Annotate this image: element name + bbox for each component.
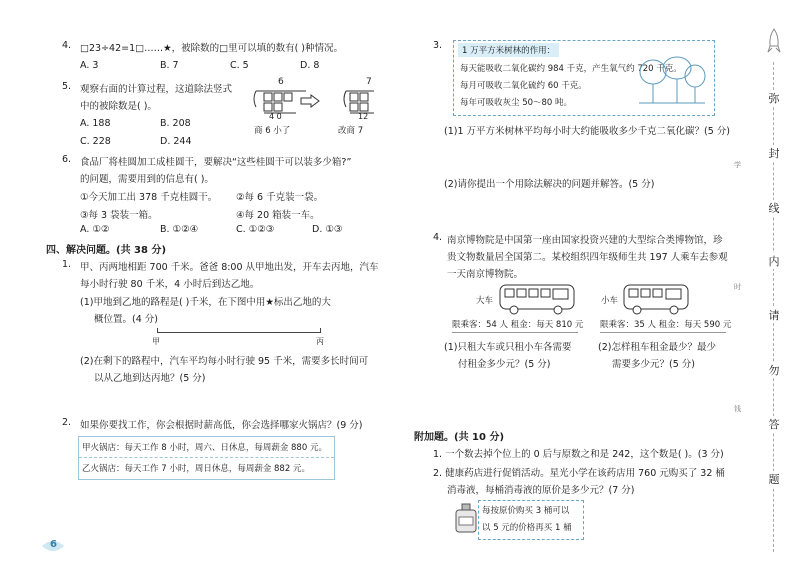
page-number: 6 — [50, 539, 57, 550]
fig-remainder-12: 12 — [358, 112, 369, 121]
extra-q1: 1. 一个数去掉个位上的 0 后与原数之和是 242，这个数是( )。(3 分) — [433, 449, 724, 460]
section-4-heading: 四、解决问题。(共 38 分) — [46, 245, 167, 256]
p4-sub1-line1: (1)只租大车或只租小车各需要 — [444, 342, 572, 353]
q6-option-d[interactable]: D. ①③ — [312, 224, 343, 235]
p3-sub2: (2)请你提出一个用除法解决的问题并解答。(5 分) — [444, 179, 655, 190]
q6-info-4: ④每 20 箱装一车。 — [236, 210, 320, 221]
q5-number: 5. — [62, 81, 72, 92]
seal-char-5: 请 — [756, 307, 792, 323]
q6-line1: 食品厂将桂圆加工成桂圆干，要解决“这些桂圆干可以装多少箱?” — [80, 157, 352, 168]
side-small-2: 时 — [734, 283, 741, 291]
seal-char-3: 线 — [756, 200, 792, 216]
p3-number: 3. — [433, 40, 443, 51]
p4-number: 4. — [433, 232, 443, 243]
q5-option-c[interactable]: C. 228 — [80, 136, 111, 147]
seal-char-6: 勿 — [756, 362, 792, 378]
q6-info-1: ①今天加工出 378 千克桂圆干。 — [80, 192, 218, 203]
p1-sub1-line1: (1)甲地到乙地的路程是( )千米，在下图中用★标出乙地的大 — [80, 297, 331, 308]
q5-option-a[interactable]: A. 188 — [80, 118, 111, 129]
q5-option-d[interactable]: D. 244 — [160, 136, 192, 147]
q4-number: 4. — [62, 40, 72, 51]
seal-char-7: 答 — [756, 416, 792, 432]
p4-line2: 贵文物数量居全国第二。某校组织四年级师生共 197 人乘车去参观 — [447, 252, 728, 263]
p1-line2: 每小时行驶 80 千米，4 小时后到达乙地。 — [80, 279, 260, 290]
q5-line1: 观察右面的计算过程，这道除法竖式 — [80, 84, 233, 95]
small-bus-info: 限乘客：35 人 租金：每天 590 元 — [600, 320, 732, 330]
q6-option-a[interactable]: A. ①② — [80, 224, 110, 235]
promo-line1: 每按原价购买 3 桶可以 — [482, 506, 570, 516]
seal-char-8: 题 — [756, 471, 792, 487]
q6-line2: 的问题，需要用到的信息有( )。 — [80, 174, 214, 185]
side-small-3: 钱 — [734, 405, 741, 413]
promo-line2: 以 5 元的价格再买 1 桶 — [482, 523, 572, 533]
side-small-1: 学 — [734, 161, 741, 169]
seal-char-4: 内 — [756, 253, 792, 269]
q5-line2: 中的被除数是( )。 — [80, 101, 157, 112]
p3-sub1: (1)1 万平方米树林平均每小时大约能吸收多少千克二氧化碳？(5 分) — [444, 126, 730, 137]
p2-text: 如果你要找工作，你会根据时薪高低，你会选择哪家火锅店？(9 分) — [80, 420, 363, 431]
p2-number: 2. — [62, 417, 72, 428]
q6-number: 6. — [62, 154, 72, 165]
trees-icon — [637, 56, 707, 106]
p1-sub2-line2: 以从乙地到达丙地？(5 分) — [94, 373, 206, 384]
p1-sub2-line1: (2)在剩下的路程中，汽车平均每小时行驶 95 千米，需要多长时间可 — [80, 356, 369, 367]
q5-option-b[interactable]: B. 208 — [160, 118, 191, 129]
q4-text: □23÷42=1□……★，被除数的□里可以填的数有( )种情况。 — [80, 43, 344, 54]
bus-small-label: 小车 — [601, 296, 619, 306]
q6-info-3: ③每 3 袋装一箱。 — [80, 210, 158, 221]
p3-box-title: 1 万平方米树林的作用： — [458, 43, 559, 57]
seal-char-1: 弥 — [756, 90, 792, 106]
seal-char-2: 封 — [756, 145, 792, 161]
fig-quotient-6: 6 — [278, 77, 284, 87]
extra-q2-line1: 2. 健康药店进行促销活动。星光小学在该药店用 760 元购买了 32 桶 — [433, 468, 725, 479]
small-bus-icon — [622, 282, 694, 316]
p4-sub2-line2: 需要多少元？(5 分) — [612, 359, 695, 370]
extra-q2-line2: 消毒液，每桶消毒液的原价是多少元？(7 分) — [447, 485, 635, 496]
p3-box-line1: 每天能吸收二氧化碳约 984 千克，产生氧气约 720 千克。 — [460, 64, 682, 74]
q4-option-b[interactable]: B. 7 — [160, 60, 179, 71]
q4-option-d[interactable]: D. 8 — [300, 60, 320, 71]
p1-sub1-line2: 概位置。(4 分) — [94, 314, 158, 325]
p4-line1: 南京博物院是中国第一座由国家投资兴建的大型综合类博物馆，珍 — [447, 235, 723, 246]
rocket-icon — [767, 28, 781, 54]
arrow-right-icon — [300, 94, 320, 108]
fig-remainder: 4 0 — [269, 112, 282, 121]
q6-option-b[interactable]: B. ①②④ — [160, 224, 199, 235]
p2-row-1: 甲火锅店：每天工作 8 小时，周六、日休息，每周薪金 880 元。 — [82, 443, 327, 453]
p4-sub2-line1: (2)怎样租车租金最少？最少 — [598, 342, 716, 353]
q6-option-c[interactable]: C. ①②③ — [236, 224, 275, 235]
route-label-bing: 丙 — [316, 337, 324, 346]
p2-row-2: 乙火锅店：每天工作 7 小时，周日休息，每周薪金 882 元。 — [82, 464, 310, 474]
extra-heading: 附加题。(共 10 分) — [414, 432, 505, 443]
big-bus-icon — [498, 282, 578, 316]
fig-caption-1: 商 6 小了 — [254, 126, 291, 136]
q6-info-2: ②每 6 千克装一袋。 — [236, 192, 324, 203]
bus-big-label: 大车 — [476, 296, 494, 306]
binding-strip — [734, 0, 792, 575]
disinfectant-bottle-icon — [453, 502, 479, 534]
q4-option-a[interactable]: A. 3 — [80, 60, 99, 71]
p4-sub1-line2: 付租金多少元？(5 分) — [458, 359, 551, 370]
fig-quotient-7: 7 — [366, 77, 372, 87]
route-label-jia: 甲 — [152, 337, 160, 346]
p1-line1: 甲、丙两地相距 700 千米。爸爸 8:00 从甲地出发，开车去丙地，汽车 — [80, 262, 379, 273]
fig-caption-2: 改商 7 — [338, 126, 364, 136]
p1-number: 1. — [62, 259, 72, 270]
p3-box-line2: 每月可吸收二氧化硫约 60 千克。 — [460, 81, 587, 91]
p3-box-line3: 每年可吸收灰尘 50～80 吨。 — [460, 98, 573, 108]
q4-option-c[interactable]: C. 5 — [230, 60, 249, 71]
p4-line3: 一天南京博物院。 — [447, 269, 524, 280]
big-bus-info: 限乘客：54 人 租金：每天 810 元 — [452, 320, 584, 330]
